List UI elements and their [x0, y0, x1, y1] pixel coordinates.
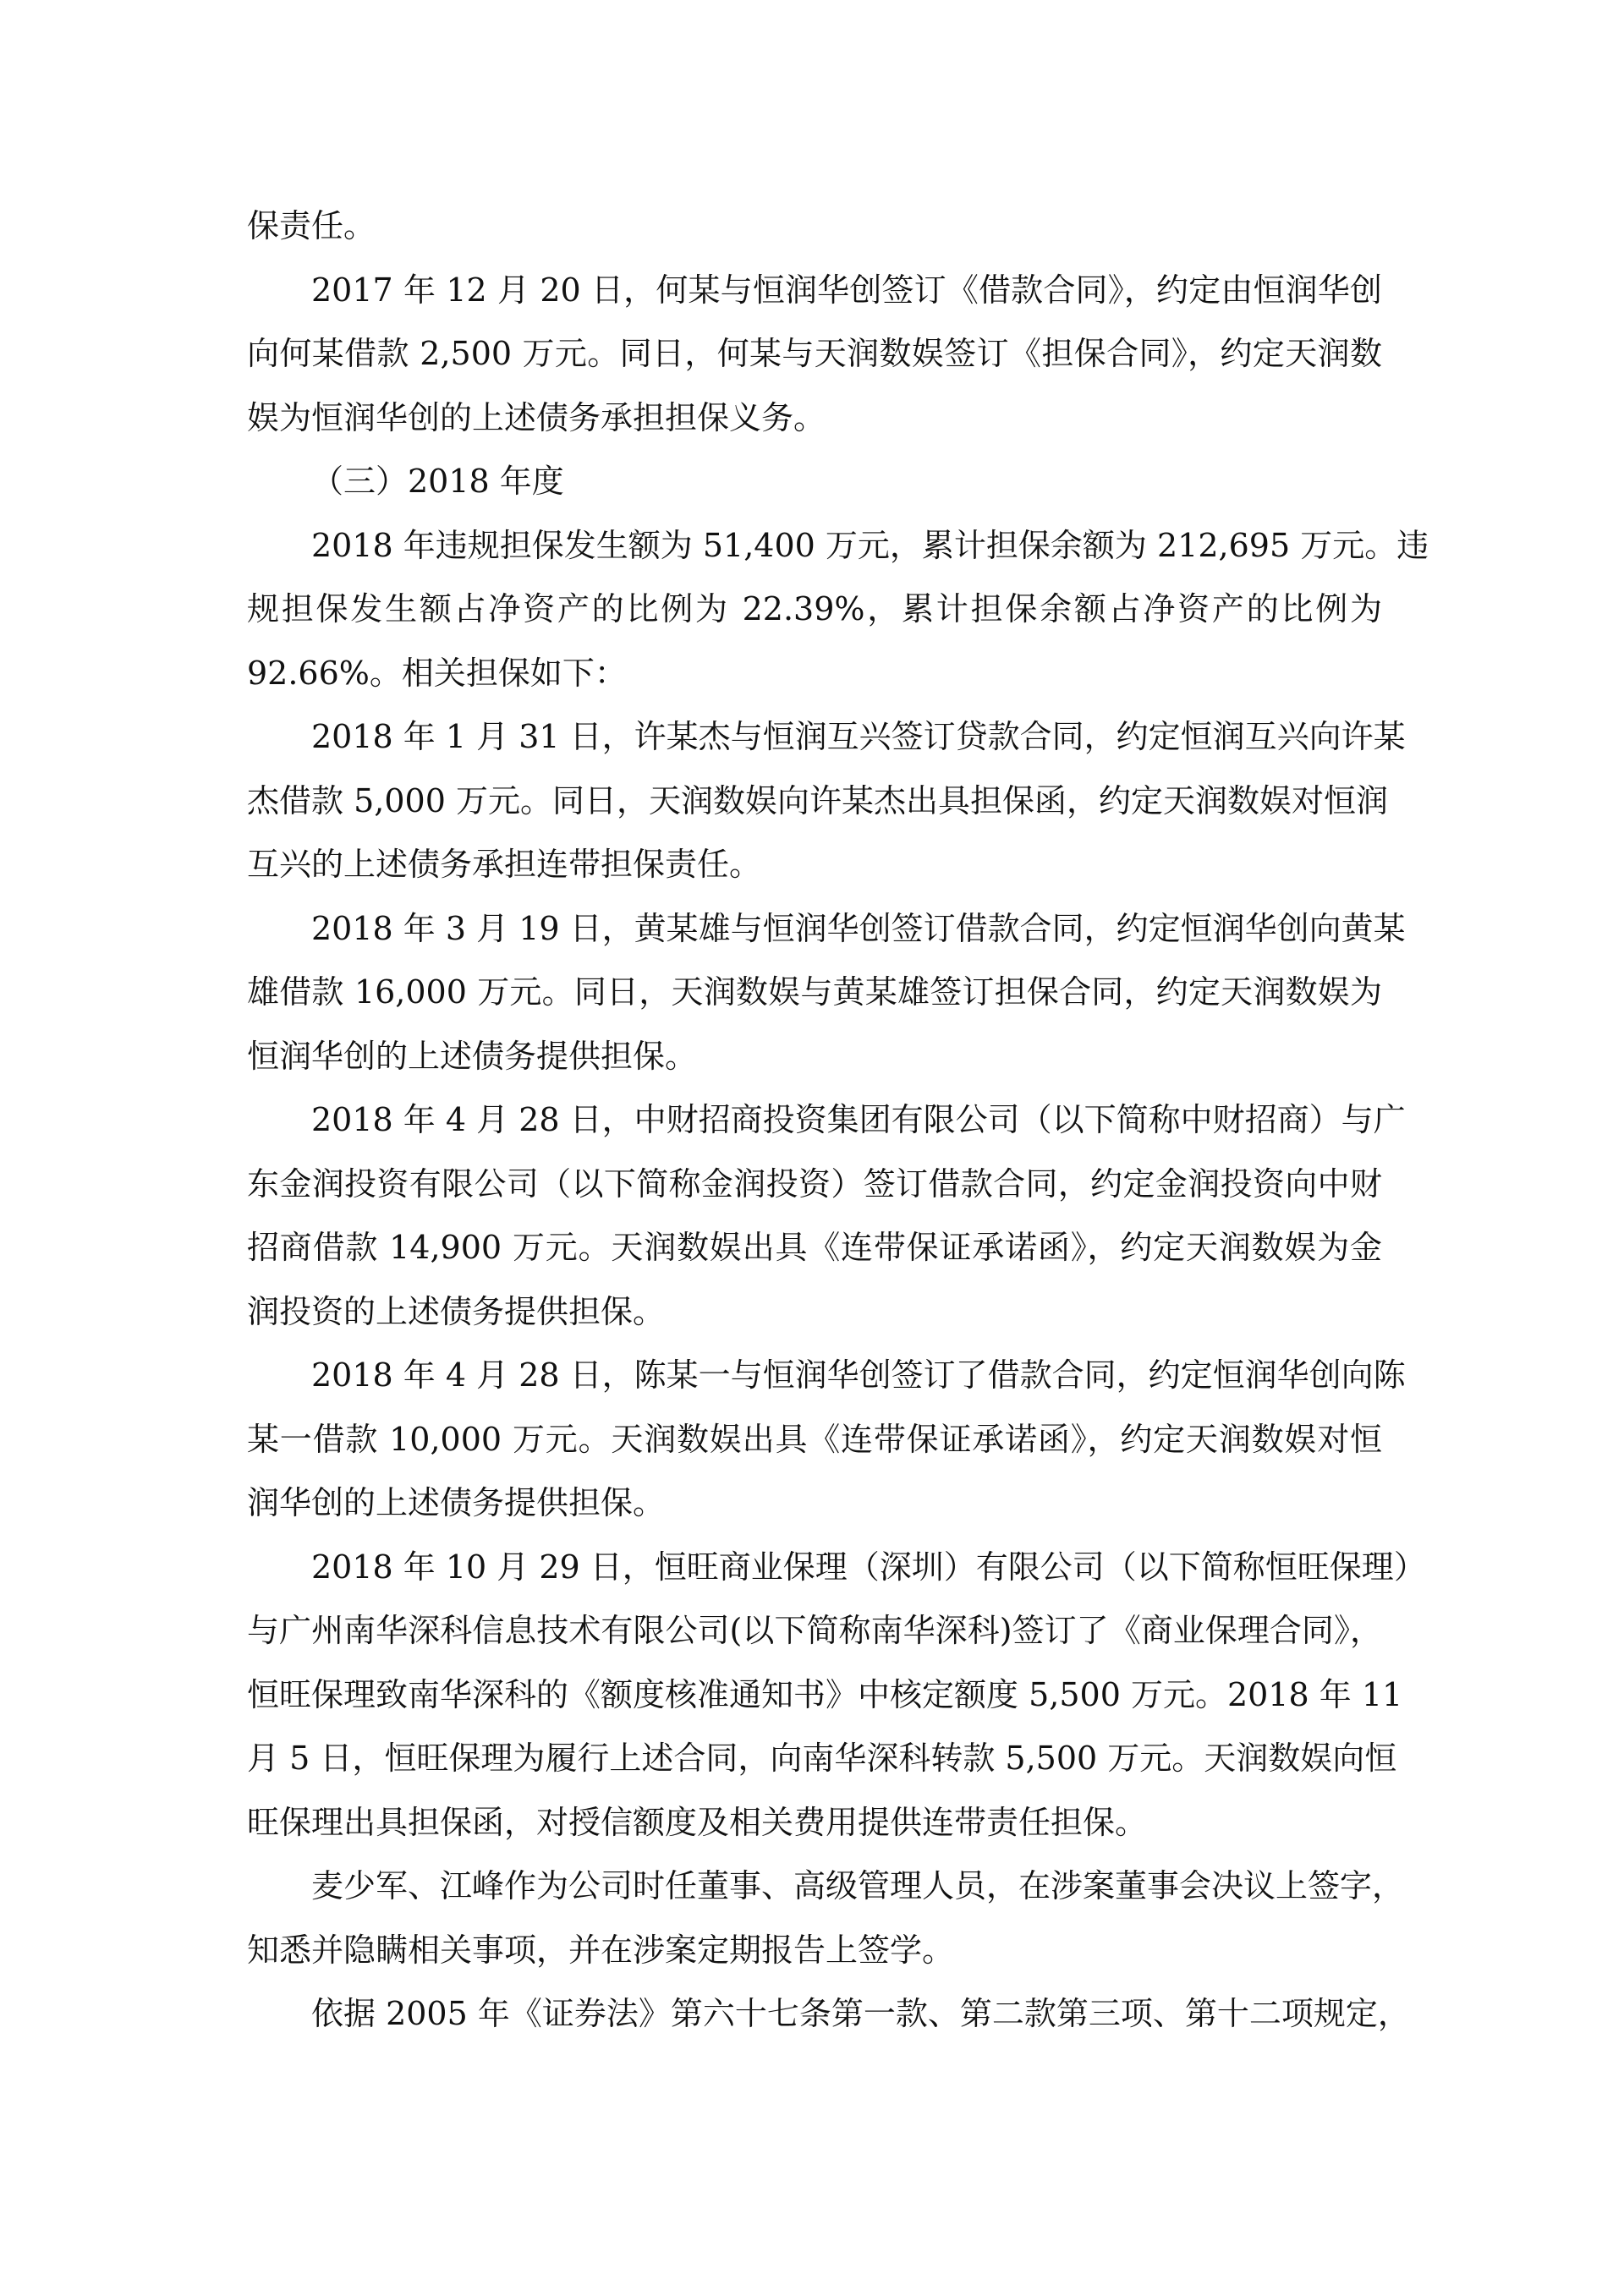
paragraph — [247, 259, 1382, 451]
paragraph — [247, 1088, 1406, 1344]
paragraph — [247, 1344, 1406, 1536]
text-line: 与广州南华深科信息技术有限公司(以下简称南华深科)签订了《商业保理合同》， — [247, 1612, 1382, 1649]
paragraph — [247, 1982, 1410, 2047]
text-line: 2018 年 10 月 29 日，恒旺商业保理（深圳）有限公司（以下简称恒旺保理） — [311, 1548, 1426, 1586]
text-line: 东金润投资有限公司（以下简称金润投资）签订借款合同，约定金润投资向中财 — [247, 1164, 1382, 1203]
text-line: 杰借款 5,000 万元。同日，天润数娱向许某杰出具担保函，约定天润数娱对恒润 — [247, 781, 1388, 819]
text-line: （三）2018 年度 — [311, 463, 564, 500]
paragraph — [247, 1855, 1405, 1982]
text-line: 恒旺保理致南华深科的《额度核准通知书》中核定额度 5,500 万元。2018 年 11 — [247, 1675, 1403, 1713]
text-line: 2017 年 12 月 20 日，何某与恒润华创签订《借款合同》，约定由恒润华创 — [311, 271, 1382, 309]
text-line: 月 5 日，恒旺保理为履行上述合同，向南华深科转款 5,500 万元。天润数娱向恒 — [247, 1740, 1397, 1777]
text-line: 2018 年 3 月 19 日，黄某雄与恒润华创签订借款合同，约定恒润华创向黄某 — [311, 909, 1406, 947]
paragraph — [247, 705, 1406, 897]
text-line: 润投资的上述债务提供担保。 — [247, 1292, 666, 1330]
text-line: 润华创的上述债务提供担保。 — [247, 1484, 666, 1521]
text-line: 2018 年 1 月 31 日，许某杰与恒润互兴签订贷款合同，约定恒润互兴向许某 — [311, 718, 1406, 755]
text-line: 恒润华创的上述债务提供担保。 — [247, 1037, 698, 1075]
text-line: 向何某借款 2,500 万元。同日，何某与天润数娱签订《担保合同》，约定天润数 — [247, 335, 1382, 372]
text-line: 2018 年违规担保发生额为 51,400 万元，累计担保余额为 212,695 万元。违 — [311, 526, 1429, 564]
paragraph — [247, 195, 1382, 259]
text-line: 互兴的上述债务承担连带担保责任。 — [247, 846, 762, 883]
section-heading — [247, 450, 1382, 514]
text-line: 旺保理出具担保函，对授信额度及相关费用提供连带责任担保。 — [247, 1803, 1148, 1841]
document-body — [247, 195, 1429, 2047]
text-line: 保责任。 — [247, 207, 376, 244]
paragraph — [247, 514, 1429, 706]
text-line: 麦少军、江峰作为公司时任董事、高级管理人员，在涉案董事会决议上签字， — [311, 1867, 1405, 1904]
text-line: 规担保发生额占净资产的比例为 22.39%，累计担保余额占净资产的比例为 — [247, 590, 1382, 627]
text-line: 招商借款 14,900 万元。天润数娱出具《连带保证承诺函》，约定天润数娱为金 — [247, 1229, 1382, 1266]
text-line: 2018 年 4 月 28 日，中财招商投资集团有限公司（以下简称中财招商）与广 — [311, 1101, 1406, 1138]
text-line: 娱为恒润华创的上述债务承担担保义务。 — [247, 398, 826, 436]
text-line: 依据 2005 年《证券法》第六十七条第一款、第二款第三项、第十二项规定， — [311, 1995, 1410, 2032]
text-line: 某一借款 10,000 万元。天润数娱出具《连带保证承诺函》，约定天润数娱对恒 — [247, 1420, 1382, 1458]
text-line: 雄借款 16,000 万元。同日，天润数娱与黄某雄签订担保合同，约定天润数娱为 — [247, 973, 1382, 1011]
text-line: 92.66%。相关担保如下： — [247, 654, 627, 692]
paragraph — [247, 897, 1406, 1089]
text-line: 2018 年 4 月 28 日，陈某一与恒润华创签订了借款合同，约定恒润华创向陈 — [311, 1356, 1406, 1394]
paragraph — [247, 1536, 1426, 1855]
text-line: 知悉并隐瞒相关事项，并在涉案定期报告上签学。 — [247, 1931, 955, 1969]
